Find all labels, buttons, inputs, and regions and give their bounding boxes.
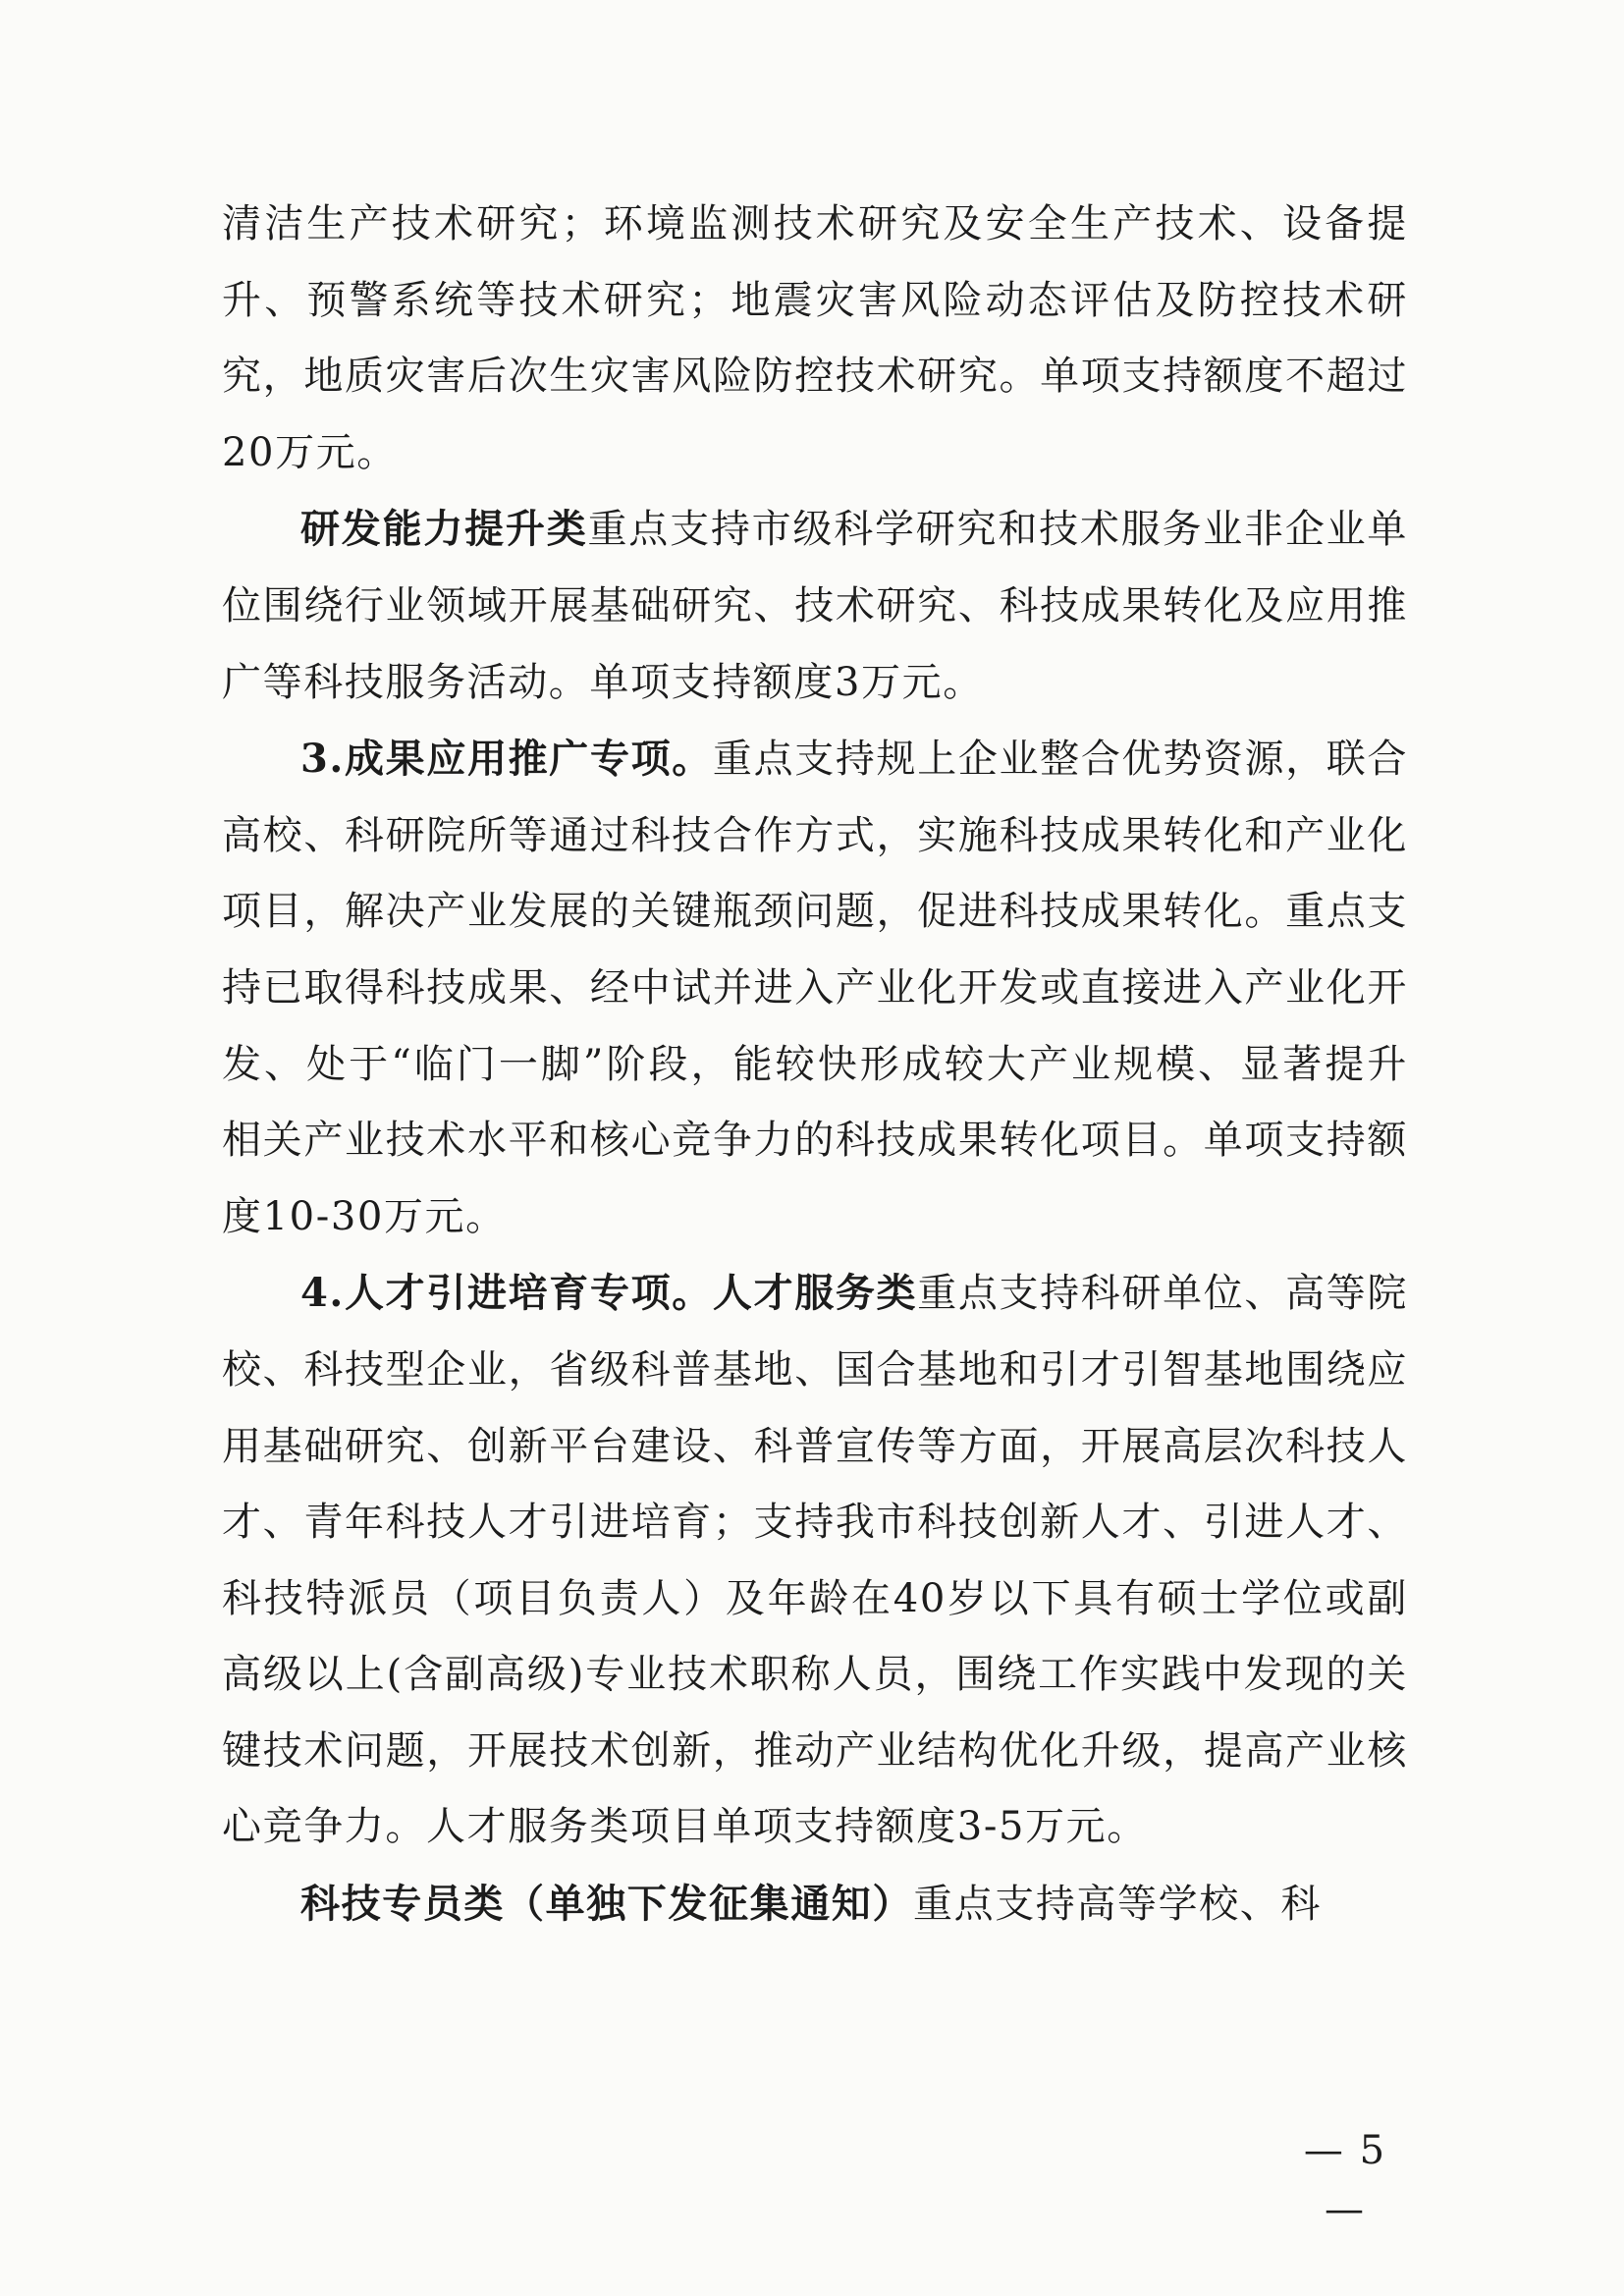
- paragraph-text: 重点支持规上企业整合优势资源，联合高校、科研院所等通过科技合作方式，实施科技成果转化和产业化项目，解决产业发展的关键瓶颈问题，促进科技成果转化。重点支持已取得科技成果、经中试并进入产业化开发或直接进入产业化开发、处于“临门一脚”阶段，能较快形成较大产业规模、显著提升相关产业技术水平和核心竞争力的科技成果转化项目。单项支持额度10-30万元。: [222, 737, 1409, 1239]
- paragraph-tech-commissioner: [222, 1866, 1408, 1943]
- page-number: — 5 —: [1303, 2128, 1387, 2232]
- paragraph-text: 重点支持高等学校、科: [913, 1882, 1322, 1928]
- paragraph-lead: 研发能力提升类: [300, 506, 588, 553]
- paragraph-text: 重点支持科研单位、高等院校、科技型企业，省级科普基地、国合基地和引才引智基地围绕应用基础研究、创新平台建设、科普宣传等方面，开展高层次科技人才、青年科技人才引进培育；支持我市科技创新人才、引进人才、科技特派员（项目负责人）及年龄在40岁以下具有硕士学位或副高级以上(含副高级)专业技术职称人员，围绕工作实践中发现的关键技术问题，开展技术创新，推动产业结构优化升级，提高产业核心竞争力。人才服务类项目单项支持额度3-5万元。: [222, 1271, 1408, 1850]
- document-body: [222, 187, 1408, 1943]
- paragraph-achievement-application: [222, 721, 1408, 1255]
- paragraph-rd-capability: [222, 491, 1408, 721]
- paragraph-lead: 3.成果应用推广专项。: [300, 736, 713, 783]
- paragraph-text: 重点支持市级科学研究和技术服务业非企业单位围绕行业领域开展基础研究、技术研究、科技成果转化及应用推广等科技服务活动。单项支持额度3万元。: [222, 507, 1409, 705]
- paragraph-text: 清洁生产技术研究；环境监测技术研究及安全生产技术、设备提升、预警系统等技术研究；地震灾害风险动态评估及防控技术研究，地质灾害后次生灾害风险防控技术研究。单项支持额度不超过20万元。: [222, 201, 1408, 475]
- paragraph-lead: 科技专员类（单独下发征集通知）: [300, 1881, 913, 1928]
- paragraph-talent-introduction: [222, 1255, 1408, 1866]
- paragraph-cleaner-production: [222, 187, 1408, 491]
- paragraph-lead: 4.人才引进培育专项。人才服务类: [300, 1270, 918, 1317]
